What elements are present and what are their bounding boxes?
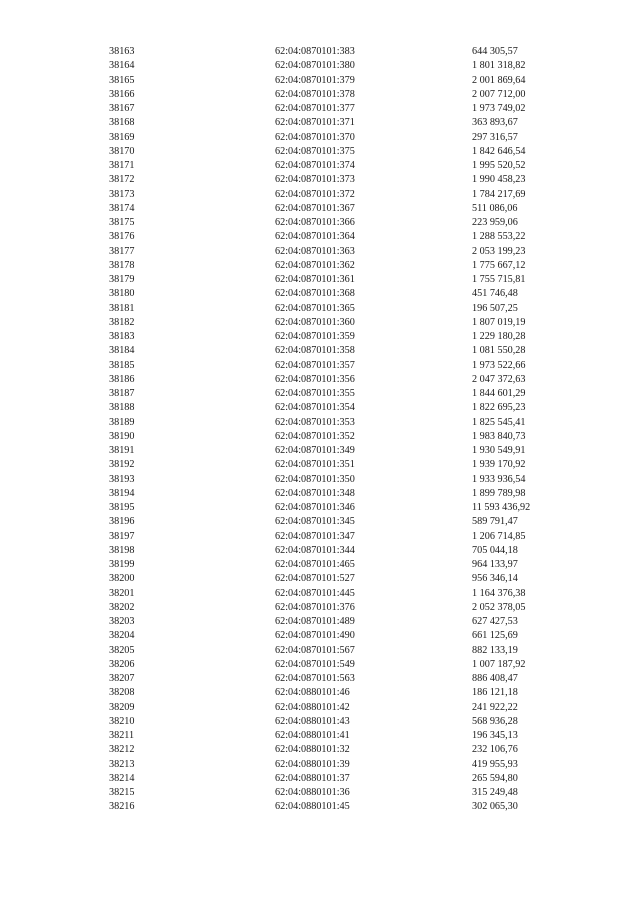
cadastral-value-cell: 589 791,47 <box>472 516 518 528</box>
row-number-cell: 38195 <box>109 502 135 513</box>
table-row <box>0 430 640 444</box>
cadastral-number-cell: 62:04:0870101:380 <box>275 60 355 72</box>
cadastral-value-cell: 315 249,48 <box>472 787 518 798</box>
cadastral-value-cell: 1 973 522,66 <box>472 359 526 371</box>
row-number-cell: 38191 <box>109 445 135 456</box>
cadastral-value-cell: 661 125,69 <box>472 630 518 642</box>
row-number-cell: 38200 <box>109 573 135 585</box>
row-number-cell: 38186 <box>109 373 135 385</box>
cadastral-value-cell: 419 955,93 <box>472 758 518 770</box>
row-number-cell: 38197 <box>109 530 135 542</box>
cadastral-number-cell: 62:04:0870101:563 <box>275 673 355 684</box>
table-row <box>0 601 640 615</box>
row-number-cell: 38210 <box>109 715 135 727</box>
cadastral-value-cell: 1 842 646,54 <box>472 145 526 157</box>
table-row <box>0 729 640 743</box>
cadastral-number-cell: 62:04:0870101:354 <box>275 402 355 414</box>
cadastral-number-cell: 62:04:0870101:356 <box>275 373 355 385</box>
table-row <box>0 88 640 102</box>
table-row <box>0 515 640 529</box>
cadastral-number-cell: 62:04:0870101:490 <box>275 630 355 642</box>
cadastral-number-cell: 62:04:0870101:357 <box>275 359 355 371</box>
cadastral-value-cell: 2 047 372,63 <box>472 373 526 385</box>
cadastral-value-cell: 1 081 550,28 <box>472 345 526 357</box>
cadastral-number-cell: 62:04:0870101:383 <box>275 46 355 57</box>
table-row <box>0 230 640 244</box>
cadastral-value-cell: 232 106,76 <box>472 744 518 756</box>
row-number-cell: 38216 <box>109 801 135 813</box>
cadastral-number-cell: 62:04:0880101:45 <box>275 801 350 813</box>
cadastral-number-cell: 62:04:0870101:365 <box>275 302 355 314</box>
cadastral-value-cell: 882 133,19 <box>472 644 518 656</box>
table-row <box>0 644 640 658</box>
cadastral-number-cell: 62:04:0870101:358 <box>275 345 355 357</box>
row-number-cell: 38172 <box>109 174 135 186</box>
cadastral-number-cell: 62:04:0870101:366 <box>275 217 355 228</box>
table-row <box>0 743 640 757</box>
row-number-cell: 38166 <box>109 88 135 100</box>
row-number-cell: 38183 <box>109 331 135 342</box>
table-row <box>0 558 640 572</box>
cadastral-number-cell: 62:04:0870101:378 <box>275 88 355 100</box>
table-row <box>0 587 640 601</box>
cadastral-value-cell: 1 784 217,69 <box>472 188 526 200</box>
cadastral-value-cell: 196 345,13 <box>472 730 518 741</box>
cadastral-value-cell: 363 893,67 <box>472 117 518 129</box>
table-row <box>0 59 640 73</box>
row-number-cell: 38205 <box>109 644 135 656</box>
cadastral-number-cell: 62:04:0870101:376 <box>275 601 355 613</box>
table-row <box>0 458 640 472</box>
table-row <box>0 188 640 202</box>
row-number-cell: 38213 <box>109 758 135 770</box>
cadastral-value-cell: 1 206 714,85 <box>472 530 526 542</box>
row-number-cell: 38179 <box>109 274 135 285</box>
table-row <box>0 758 640 772</box>
row-number-cell: 38207 <box>109 673 135 684</box>
cadastral-number-cell: 62:04:0870101:350 <box>275 473 355 485</box>
row-number-cell: 38182 <box>109 316 135 328</box>
table-row <box>0 202 640 216</box>
table-row <box>0 387 640 401</box>
row-number-cell: 38163 <box>109 46 135 57</box>
row-number-cell: 38188 <box>109 402 135 414</box>
table-row <box>0 800 640 814</box>
cadastral-value-cell: 302 065,30 <box>472 801 518 813</box>
cadastral-value-table <box>0 45 640 815</box>
row-number-cell: 38171 <box>109 160 135 171</box>
row-number-cell: 38214 <box>109 772 135 784</box>
cadastral-value-cell: 1 973 749,02 <box>472 103 526 114</box>
cadastral-number-cell: 62:04:0870101:375 <box>275 145 355 157</box>
table-row <box>0 686 640 700</box>
cadastral-number-cell: 62:04:0870101:351 <box>275 459 355 471</box>
cadastral-number-cell: 62:04:0870101:367 <box>275 202 355 214</box>
row-number-cell: 38204 <box>109 630 135 642</box>
row-number-cell: 38176 <box>109 231 135 243</box>
cadastral-value-cell: 196 507,25 <box>472 302 518 314</box>
table-row <box>0 416 640 430</box>
cadastral-number-cell: 62:04:0870101:372 <box>275 188 355 200</box>
cadastral-number-cell: 62:04:0880101:43 <box>275 715 350 727</box>
cadastral-number-cell: 62:04:0870101:465 <box>275 559 355 570</box>
table-row <box>0 159 640 173</box>
table-row <box>0 173 640 187</box>
row-number-cell: 38177 <box>109 245 135 257</box>
table-row <box>0 501 640 515</box>
cadastral-number-cell: 62:04:0870101:373 <box>275 174 355 186</box>
cadastral-number-cell: 62:04:0870101:368 <box>275 288 355 300</box>
row-number-cell: 38167 <box>109 103 135 114</box>
cadastral-value-cell: 1 775 667,12 <box>472 259 526 271</box>
cadastral-number-cell: 62:04:0870101:345 <box>275 516 355 528</box>
table-row <box>0 715 640 729</box>
row-number-cell: 38184 <box>109 345 135 357</box>
cadastral-number-cell: 62:04:0870101:567 <box>275 644 355 656</box>
cadastral-number-cell: 62:04:0880101:36 <box>275 787 350 798</box>
cadastral-number-cell: 62:04:0870101:371 <box>275 117 355 129</box>
row-number-cell: 38208 <box>109 687 135 699</box>
cadastral-value-cell: 627 427,53 <box>472 616 518 627</box>
row-number-cell: 38178 <box>109 259 135 271</box>
table-row <box>0 473 640 487</box>
cadastral-number-cell: 62:04:0870101:370 <box>275 131 355 143</box>
cadastral-number-cell: 62:04:0870101:352 <box>275 430 355 442</box>
table-row <box>0 131 640 145</box>
row-number-cell: 38189 <box>109 416 135 428</box>
row-number-cell: 38170 <box>109 145 135 157</box>
cadastral-number-cell: 62:04:0870101:364 <box>275 231 355 243</box>
table-row <box>0 672 640 686</box>
cadastral-number-cell: 62:04:0870101:349 <box>275 445 355 456</box>
row-number-cell: 38201 <box>109 587 135 599</box>
cadastral-value-cell: 223 959,06 <box>472 217 518 228</box>
table-row <box>0 102 640 116</box>
table-row <box>0 401 640 415</box>
cadastral-number-cell: 62:04:0870101:344 <box>275 544 355 556</box>
table-row <box>0 330 640 344</box>
row-number-cell: 38215 <box>109 787 135 798</box>
cadastral-value-cell: 1 983 840,73 <box>472 430 526 442</box>
table-row <box>0 216 640 230</box>
cadastral-value-cell: 1 801 318,82 <box>472 60 526 72</box>
table-row <box>0 701 640 715</box>
cadastral-value-cell: 2 001 869,64 <box>472 74 526 86</box>
table-row <box>0 259 640 273</box>
table-row <box>0 74 640 88</box>
row-number-cell: 38169 <box>109 131 135 143</box>
cadastral-value-cell: 241 922,22 <box>472 701 518 713</box>
cadastral-number-cell: 62:04:0870101:362 <box>275 259 355 271</box>
cadastral-value-cell: 1 755 715,81 <box>472 274 526 285</box>
table-row <box>0 487 640 501</box>
row-number-cell: 38180 <box>109 288 135 300</box>
table-row <box>0 629 640 643</box>
row-number-cell: 38196 <box>109 516 135 528</box>
cadastral-number-cell: 62:04:0870101:360 <box>275 316 355 328</box>
row-number-cell: 38202 <box>109 601 135 613</box>
cadastral-number-cell: 62:04:0870101:445 <box>275 587 355 599</box>
row-number-cell: 38165 <box>109 74 135 86</box>
cadastral-number-cell: 62:04:0870101:359 <box>275 331 355 342</box>
table-row <box>0 373 640 387</box>
row-number-cell: 38164 <box>109 60 135 72</box>
cadastral-number-cell: 62:04:0870101:379 <box>275 74 355 86</box>
table-row <box>0 572 640 586</box>
cadastral-value-cell: 644 305,57 <box>472 46 518 57</box>
cadastral-number-cell: 62:04:0880101:46 <box>275 687 350 699</box>
cadastral-value-cell: 511 086,06 <box>472 202 518 214</box>
cadastral-value-cell: 568 936,28 <box>472 715 518 727</box>
cadastral-value-cell: 1 229 180,28 <box>472 331 526 342</box>
table-row <box>0 444 640 458</box>
cadastral-number-cell: 62:04:0870101:549 <box>275 658 355 670</box>
row-number-cell: 38199 <box>109 559 135 570</box>
cadastral-number-cell: 62:04:0870101:489 <box>275 616 355 627</box>
cadastral-value-cell: 1 990 458,23 <box>472 174 526 186</box>
cadastral-value-cell: 705 044,18 <box>472 544 518 556</box>
cadastral-value-cell: 1 288 553,22 <box>472 231 526 243</box>
row-number-cell: 38175 <box>109 217 135 228</box>
cadastral-value-cell: 956 346,14 <box>472 573 518 585</box>
cadastral-number-cell: 62:04:0880101:32 <box>275 744 350 756</box>
table-row <box>0 772 640 786</box>
cadastral-number-cell: 62:04:0870101:355 <box>275 388 355 399</box>
table-row <box>0 316 640 330</box>
cadastral-value-cell: 886 408,47 <box>472 673 518 684</box>
row-number-cell: 38181 <box>109 302 135 314</box>
cadastral-number-cell: 62:04:0870101:377 <box>275 103 355 114</box>
cadastral-value-cell: 1 164 376,38 <box>472 587 526 599</box>
row-number-cell: 38206 <box>109 658 135 670</box>
table-row <box>0 116 640 130</box>
cadastral-value-cell: 1 939 170,92 <box>472 459 526 471</box>
cadastral-value-cell: 1 007 187,92 <box>472 658 526 670</box>
cadastral-number-cell: 62:04:0870101:361 <box>275 274 355 285</box>
table-row <box>0 786 640 800</box>
cadastral-value-cell: 1 844 601,29 <box>472 388 526 399</box>
cadastral-number-cell: 62:04:0880101:42 <box>275 701 350 713</box>
row-number-cell: 38192 <box>109 459 135 471</box>
cadastral-value-cell: 1 825 545,41 <box>472 416 526 428</box>
row-number-cell: 38198 <box>109 544 135 556</box>
cadastral-value-cell: 265 594,80 <box>472 772 518 784</box>
cadastral-value-cell: 1 933 936,54 <box>472 473 526 485</box>
row-number-cell: 38168 <box>109 117 135 129</box>
cadastral-value-cell: 2 052 378,05 <box>472 601 526 613</box>
cadastral-value-cell: 2 007 712,00 <box>472 88 526 100</box>
table-row <box>0 658 640 672</box>
cadastral-number-cell: 62:04:0870101:527 <box>275 573 355 585</box>
cadastral-value-cell: 451 746,48 <box>472 288 518 300</box>
cadastral-number-cell: 62:04:0880101:37 <box>275 772 350 784</box>
table-row <box>0 145 640 159</box>
row-number-cell: 38187 <box>109 388 135 399</box>
table-row <box>0 302 640 316</box>
cadastral-number-cell: 62:04:0870101:363 <box>275 245 355 257</box>
cadastral-value-cell: 1 930 549,91 <box>472 445 526 456</box>
table-row <box>0 273 640 287</box>
cadastral-number-cell: 62:04:0870101:353 <box>275 416 355 428</box>
table-row <box>0 615 640 629</box>
row-number-cell: 38212 <box>109 744 135 756</box>
row-number-cell: 38173 <box>109 188 135 200</box>
cadastral-number-cell: 62:04:0880101:39 <box>275 758 350 770</box>
table-row <box>0 45 640 59</box>
cadastral-number-cell: 62:04:0870101:346 <box>275 502 355 513</box>
cadastral-value-cell: 11 593 436,92 <box>472 502 531 513</box>
table-row <box>0 544 640 558</box>
table-row <box>0 287 640 301</box>
cadastral-value-cell: 1 807 019,19 <box>472 316 526 328</box>
row-number-cell: 38185 <box>109 359 135 371</box>
cadastral-number-cell: 62:04:0870101:348 <box>275 487 355 499</box>
cadastral-value-cell: 2 053 199,23 <box>472 245 526 257</box>
row-number-cell: 38193 <box>109 473 135 485</box>
table-row <box>0 359 640 373</box>
row-number-cell: 38174 <box>109 202 135 214</box>
cadastral-value-cell: 1 899 789,98 <box>472 487 526 499</box>
row-number-cell: 38194 <box>109 487 135 499</box>
cadastral-number-cell: 62:04:0870101:347 <box>275 530 355 542</box>
cadastral-value-cell: 1 822 695,23 <box>472 402 526 414</box>
table-row <box>0 245 640 259</box>
table-row <box>0 530 640 544</box>
row-number-cell: 38211 <box>109 730 135 741</box>
cadastral-value-cell: 1 995 520,52 <box>472 160 526 171</box>
cadastral-number-cell: 62:04:0880101:41 <box>275 730 350 741</box>
cadastral-value-cell: 964 133,97 <box>472 559 518 570</box>
table-row <box>0 344 640 358</box>
row-number-cell: 38190 <box>109 430 135 442</box>
cadastral-value-cell: 186 121,18 <box>472 687 518 699</box>
cadastral-value-cell: 297 316,57 <box>472 131 518 143</box>
row-number-cell: 38203 <box>109 616 135 627</box>
row-number-cell: 38209 <box>109 701 135 713</box>
cadastral-number-cell: 62:04:0870101:374 <box>275 160 355 171</box>
